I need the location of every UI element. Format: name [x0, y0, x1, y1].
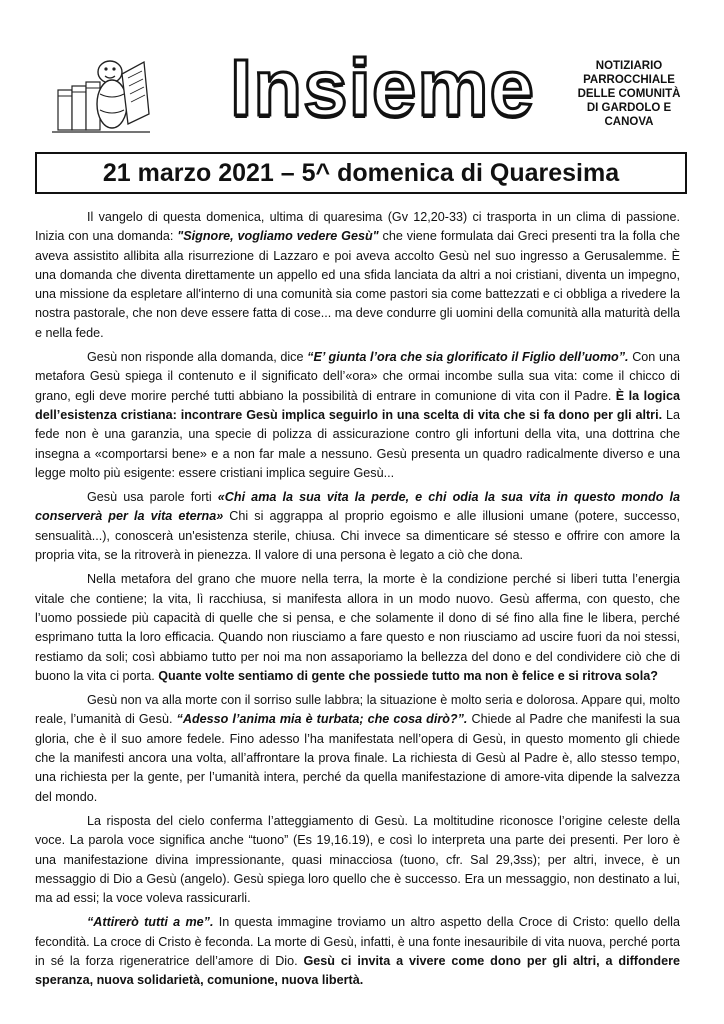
- quote-run: “Attirerò tutti a me”.: [87, 915, 214, 930]
- header: [0, 0, 724, 150]
- subtitle-line: PARROCCHIALE: [583, 74, 675, 86]
- text-run: che viene formulata dai Greci presenti tra la folla che aveva assistito allibita alla risurrezione di Lazzaro e poi aveva accolto Gesù nel suo ingresso a Gerusalemme. È una domanda che diventa direttamente un appello ed una sfida lanciata da altri a noi cristiani, diventa un impegno, una missione da espletare all'interno di una comunità sia come pastori sia come battezzati e ci obbliga a rivedere la nostra pastorale, che non deve essere fatta di cose... ma deve condurre gli uomini della comunità alla maturità della e nella fede.: [35, 229, 680, 340]
- emphasis-run: È la logica dell’esistenza cristiana: incontrare Gesù implica seguirlo in una scelta di vita che si fa dono per gli altri.: [35, 388, 680, 422]
- paragraph: [35, 488, 680, 565]
- text-run: Nella metafora del grano che muore nella terra, la morte è la condizione perché si liberi tutta l’energia vitale che contiene; la vita, lì racchiusa, si manifesta allora in un modo nuovo. Gesù afferma, con questo, che l’uomo possiede più capacità di quelle che si pensa, e che solamente il dono di sé fino alla fine le libera, perché esprimano tutta la loro efficacia. Quando non riusciamo a fare questo e non riusciamo ad uscire fuori da noi stessi, restiamo da soli; così abbiamo tutto per noi ma non assaporiamo la bellezza del dono e del condividere ciò che di buono la vita ci porta.: [35, 572, 680, 683]
- text-run: Chi si aggrappa al proprio egoismo e alle illusioni umane (potere, successo, sensualità...), conoscerà un'esistenza sterile, chiusa. Chi invece sa dimenticare sé stesso e offrire con amore la propria vita, se la ritroverà in pienezza. Il valore di una persona è legato a ciò che dona.: [35, 509, 680, 563]
- paragraph: [35, 570, 680, 686]
- subtitle-line: DELLE COMUNITÀ: [577, 88, 681, 100]
- emphasis-run: Quante volte sentiamo di gente che possiede tutto ma non è felice e si ritrova sola?: [158, 668, 658, 683]
- text-run: Chiede al Padre che manifesti la sua gloria, che è il suo amore fedele. Fino adesso l’ha manifestata nell’opera di Gesù, in questo momento gli chiede che la manifesti ancora una volta, all’affrontare la prova finale. La richiesta di Gesù al Padre è, allo stesso tempo, una richiesta per la gente, per l’umanità intera, perché da quella manifestazione di amore-vita dipende la salvezza del mondo.: [35, 712, 680, 804]
- text-run: La fede non è una garanzia, una specie di polizza di assicurazione contro gli infortuni della vita, una dottrina che insegna a «comportarsi bene» e a non far male a nessuno. Gesù presenta un quadro radicalmente diverso e una legge molto più esigente: essere cristiani implica seguire Gesù...: [35, 407, 680, 480]
- text-run: In questa immagine troviamo un altro aspetto della Croce di Cristo: quello della fecondità. La croce di Cristo è feconda. La morte di Gesù, infatti, è una fonte inesauribile di vita nuova, perché porta in sé la forza rigeneratrice dell’amore di Dio.: [35, 915, 680, 968]
- emphasis-run: Gesù ci invita a vivere come dono per gli altri, a diffondere speranza, nuova solidarietà, comunione, nuova libertà.: [35, 953, 680, 988]
- quote-run: “Adesso l’anima mia è turbata; che cosa dirò?”.: [176, 712, 468, 727]
- quote-run: “E’ giunta l’ora che sia glorificato il Figlio dell’uomo”.: [307, 350, 629, 365]
- subtitle-line: DI GARDOLO E: [586, 102, 672, 114]
- quote-run: "Signore, vogliamo vedere Gesù": [177, 229, 379, 244]
- paragraph: [35, 691, 680, 807]
- books-turtle-logo: [52, 44, 152, 136]
- text-run: Gesù usa parole forti: [87, 490, 218, 505]
- text-run: Gesù non va alla morte con il sorriso sulle labbra; la situazione è molto seria e dolorosa. Appare qui, molto reale, l’umanità di Gesù.: [35, 693, 680, 727]
- paragraph: [35, 348, 680, 483]
- headline-box: [35, 152, 687, 194]
- text-run: Gesù non risponde alla domanda, dice: [87, 350, 308, 365]
- text-run: La risposta del cielo conferma l’atteggiamento di Gesù. La moltitudine riconosce l’origine celeste della voce. La parola voce significa anche “tuono” (Es 19,16.19), e così lo interpreta una parte dei presenti. Per loro è una manifestazione divina impressionante, quasi minacciosa (tuono, cfr. Sal 29,3ss); per altri, invece, è un messaggio di Dio a Gesù (angelo). Gesù spiega loro quello che è successo. Era un messaggio, non destinato a lui, ma ad essi; la voce voleva rassicurarli.: [35, 813, 680, 906]
- masthead-title: Insieme: [230, 43, 535, 132]
- article-body: [35, 208, 680, 996]
- paragraph: [35, 812, 680, 908]
- paragraph: [35, 208, 680, 343]
- subtitle-line: NOTIZIARIO: [595, 60, 663, 72]
- masthead: [210, 43, 555, 140]
- newsletter-subtitle: [548, 59, 710, 129]
- subtitle-line: CANOVA: [604, 116, 654, 128]
- text-run: Il vangelo di questa domenica, ultima di quaresima (Gv 12,20-33) ci trasporta in un clima di passione. Inizia con una domanda:: [35, 210, 680, 244]
- paragraph: [35, 913, 680, 990]
- text-run: Con una metafora Gesù spiega il contenuto e il significato dell’«ora» che ormai incombe sulla sua vita: come il chicco di grano, egli deve morire perché tutti abbiano la possibilità di entrare in comunione di vita con il Padre.: [35, 350, 680, 403]
- quote-run: «Chi ama la sua vita la perde, e chi odia la sua vita in questo mondo la conserverà per la vita eterna»: [35, 490, 680, 524]
- headline: 21 marzo 2021 – 5^ domenica di Quaresima: [102, 159, 620, 187]
